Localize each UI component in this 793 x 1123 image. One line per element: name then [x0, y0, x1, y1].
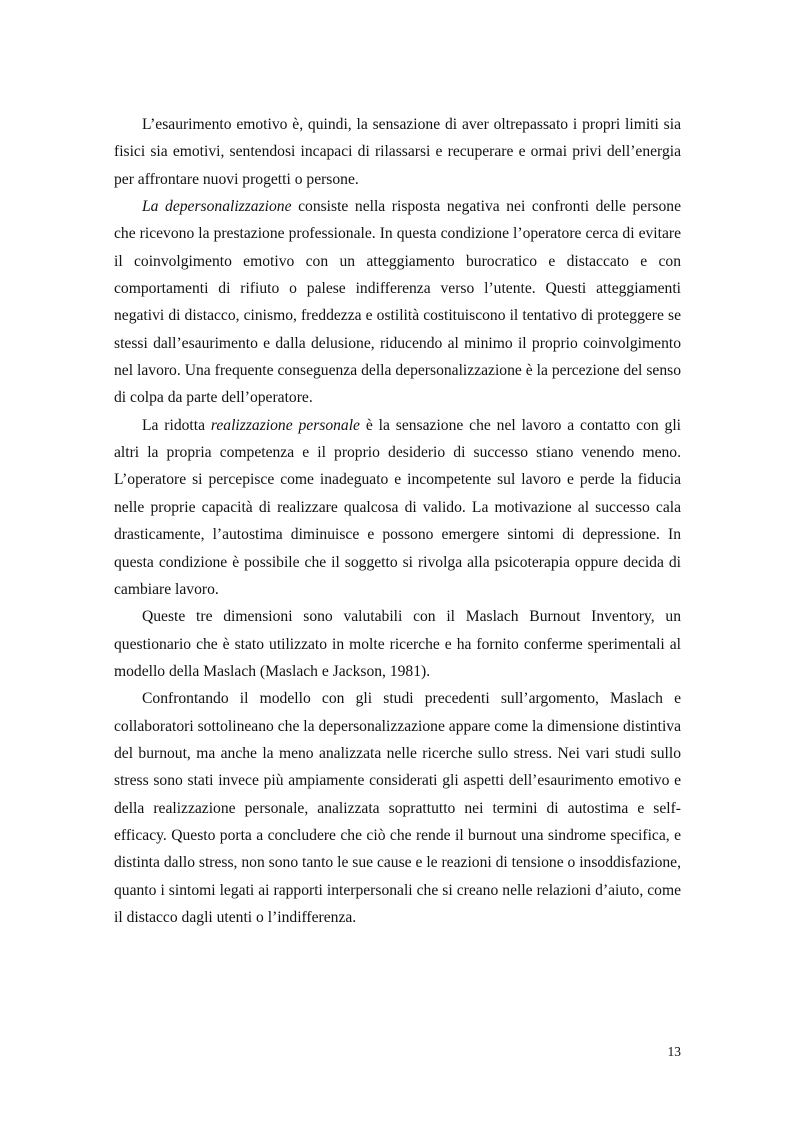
paragraph-text: Queste tre dimensioni sono valutabili con il Maslach Burnout Inventory, un questionario che è stato utilizzato in molte ricerche e ha fornito conferme sperimentali al modello della Maslach (Maslach e Jackson, 1981). [114, 608, 681, 680]
paragraph-depersonalization [114, 193, 681, 412]
paragraph-text: è la sensazione che nel lavoro a contatto con gli altri la propria competenza e il proprio desiderio di successo stiano venendo meno. L’operatore si percepisce come inadeguato e incompetente sul lavoro e perde la fiducia nelle proprie capacità di realizzare qualcosa di valido. La motivazione al successo cala drasticamente, l’autostima diminuisce e possono emergere sintomi di depressione. In questa condizione è possibile che il soggetto si rivolga alla psicoterapia oppure decida di cambiare lavoro. [114, 416, 681, 598]
paragraph-personal-accomplishment [114, 412, 681, 603]
term-depersonalization: La depersonalizzazione [142, 198, 292, 216]
paragraph-model-comparison [114, 685, 681, 931]
body-text [114, 111, 681, 931]
paragraph-lead: La ridotta [142, 416, 211, 434]
paragraph-text: consiste nella risposta negativa nei confronti delle persone che ricevono la prestazione professionale. In questa condizione l’operatore cerca di evitare il coinvolgimento emotivo con un atteggiamento burocratico e distaccato e con comportamenti di rifiuto o palese indifferenza verso l’utente. Questi atteggiamenti negativi di distacco, cinismo, freddezza e ostilità costituiscono il tentativo di proteggere se stessi dall’esaurimento e dalla delusione, riducendo al minimo il proprio coinvolgimento nel lavoro. Una frequente conseguenza della depersonalizzazione è la percezione del senso di colpa da parte dell’operatore. [114, 198, 681, 407]
paragraph-burnout-inventory [114, 603, 681, 685]
paragraph-emotional-exhaustion [114, 111, 681, 193]
paragraph-text: L’esaurimento emotivo è, quindi, la sensazione di aver oltrepassato i propri limiti sia fisici sia emotivi, sentendosi incapaci di rilassarsi e recuperare e ormai privi dell’energia per affrontare nuovi progetti o persone. [114, 116, 681, 188]
page-number: 13 [667, 1044, 681, 1059]
paragraph-text: Confrontando il modello con gli studi precedenti sull’argomento, Maslach e collaboratori sottolineano che la depersonalizzazione appare come la dimensione distintiva del burnout, ma anche la meno analizzata nelle ricerche sullo stress. Nei vari studi sullo stress sono stati invece più ampiamente considerati gli aspetti dell’esaurimento emotivo e della realizzazione personale, analizzata soprattutto nei termini di autostima e self-efficacy. Questo porta a concludere che ciò che rende il burnout una sindrome specifica, e distinta dallo stress, non sono tanto le sue cause e le reazioni di tensione o insoddisfazione, quanto i sintomi legati ai rapporti interpersonali che si creano nelle relazioni d’aiuto, come il distacco dagli utenti o l’indifferenza. [114, 690, 681, 926]
term-personal-accomplishment: realizzazione personale [210, 416, 360, 434]
